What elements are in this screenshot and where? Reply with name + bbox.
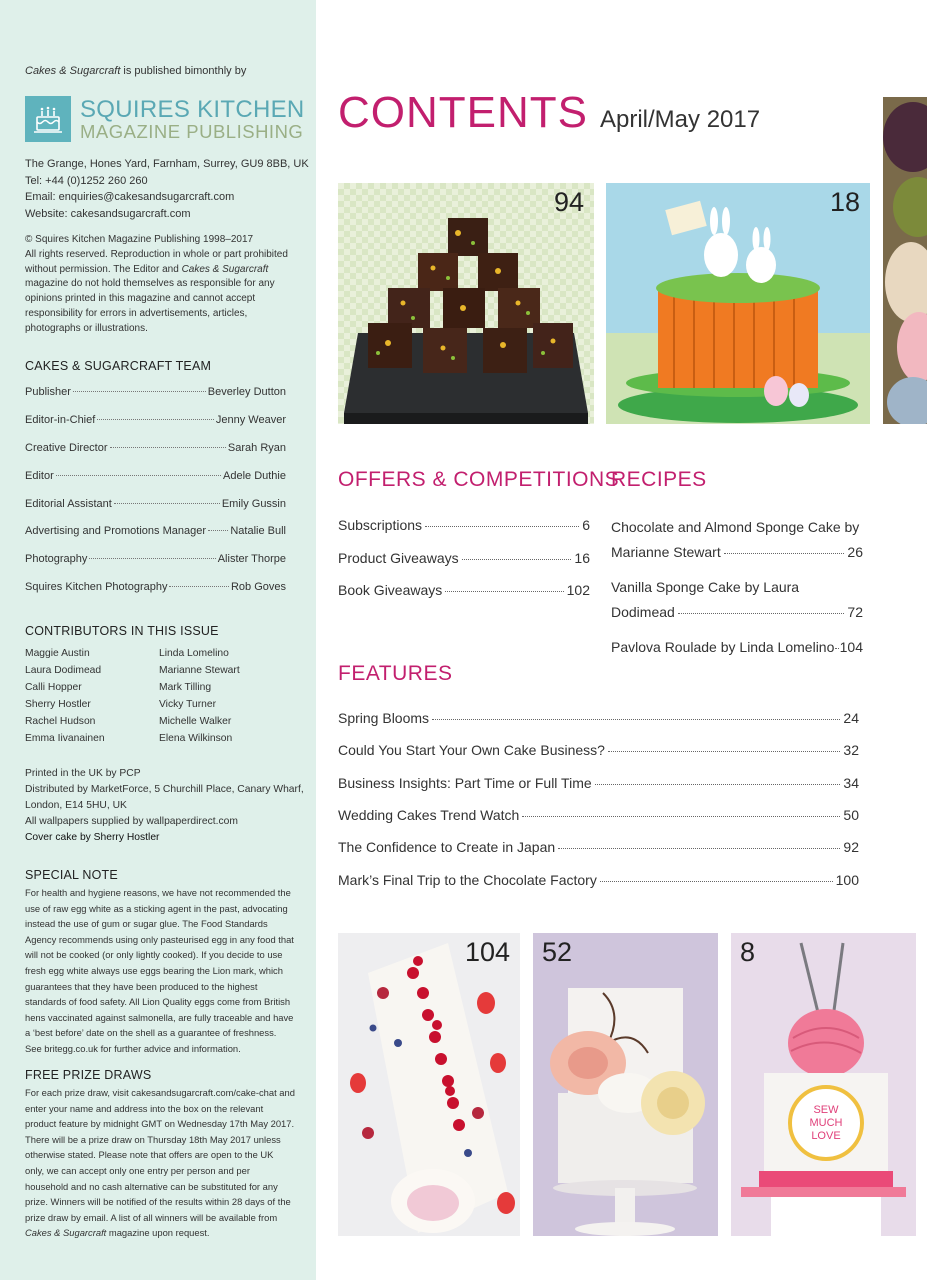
offers-heading: OFFERS & COMPETITIONS [338, 468, 620, 491]
address-block [25, 156, 309, 222]
contributor: Linda Lomelino [159, 648, 229, 659]
team-row: Editor-in-Chief Jenny Weaver [25, 413, 286, 426]
page-number-label: 8 [740, 937, 756, 967]
contributor: Marianne Stewart [159, 664, 240, 676]
toc-entry[interactable]: Spring Blooms 24 [338, 710, 859, 726]
address-line: The Grange, Hones Yard, Farnham, Surrey, GU9 8BB, UK [25, 158, 309, 170]
copyright-line: © Squires Kitchen Magazine Publishing 1998–2017 [25, 234, 254, 245]
team-row: Creative Director Sarah Ryan [25, 441, 286, 454]
logo-line-1: SQUIRES KITCHEN [80, 95, 305, 123]
photo-spring-blooms-edge [883, 97, 927, 424]
photo-chocolates [338, 183, 594, 424]
cake-icon [25, 96, 71, 142]
toc-entry[interactable]: Pavlova Roulade by Linda Lomelino 104 [611, 639, 863, 655]
website[interactable]: Website: cakesandsugarcraft.com [25, 207, 191, 220]
rights-text: All rights reserved. Reproduction in whole or part prohibited without permission. The Editor and Cakes & Sugarcraft magazine do not hold themselves as responsible for any opinions printed in this magazine and cannot accept responsibility for errors in advertisements, articles, photographs or illustrations. [25, 248, 288, 334]
page-number-label: 52 [542, 937, 573, 967]
contributors-heading: CONTRIBUTORS IN THIS ISSUE [25, 624, 219, 638]
publisher-logo [25, 96, 305, 142]
toc-entry[interactable]: Mark’s Final Trip to the Chocolate Factory 100 [338, 872, 859, 888]
copyright-block [25, 233, 305, 337]
photo-knitting-cake [731, 933, 916, 1236]
email[interactable]: Email: enquiries@cakesandsugarcraft.com [25, 191, 235, 203]
toc-entry[interactable]: Chocolate and Almond Sponge Cake by Marianne Stewart 26 [611, 519, 863, 560]
contributor: Elena Wilkinson [159, 732, 233, 744]
distributor-line: Distributed by MarketForce, 5 Churchill Place, Canary Wharf, London, E14 5HU, UK [25, 784, 304, 811]
team-row: Editorial Assistant Emily Gussin [25, 497, 286, 510]
team-row: Advertising and Promotions Manager Natalie Bull [25, 525, 286, 538]
team-row: Photography Alister Thorpe [25, 553, 286, 566]
special-note-text: For health and hygiene reasons, we have not recommended the use of raw egg white as a sticking agent in the past, advocating instead the use of gum or sugar glue. The Food Standards Agency recommends using only pasteurised egg in any food that will not be cooked (or only lightly cooked). If you decide to use fresh egg white always use eggs bearing the Lion mark, which guarantees that they have been produced to the highest standards of food safety. All Lion Quality eggs come from British hens vaccinated against salmonella, are fully traceable and have a ‘best before’ date on the shell as a guarantee of freshness. See britegg.co.uk for further advice and information. [25, 887, 294, 1054]
page-title: CONTENTS [338, 88, 588, 137]
printer-line: Printed in the UK by PCP [25, 768, 141, 779]
toc-entry[interactable]: Vanilla Sponge Cake by Laura Dodimead 72 [611, 579, 863, 620]
printing-info [25, 766, 305, 846]
toc-entry[interactable]: Wedding Cakes Trend Watch 50 [338, 807, 859, 823]
contents-title [338, 88, 760, 138]
magazine-name: Cakes & Sugarcraft [25, 65, 121, 77]
prize-draw-heading: FREE PRIZE DRAWS [25, 1068, 152, 1082]
contributor: Rachel Hudson [25, 715, 96, 727]
features-heading: FEATURES [338, 662, 453, 685]
contributor: Vicky Turner [159, 698, 217, 710]
page-number-label: 94 [553, 187, 584, 217]
toc-entry[interactable]: The Confidence to Create in Japan 92 [338, 839, 859, 855]
contributor: Michelle Walker [159, 715, 232, 727]
recipes-heading: RECIPES [611, 468, 707, 491]
toc-entry[interactable]: Subscriptions 6 [338, 517, 590, 533]
team-list [25, 385, 286, 608]
svg-text:MUCH: MUCH [809, 1117, 843, 1129]
contributor: Emma Iivanainen [25, 732, 105, 744]
photo-pavlova-roulade [338, 933, 520, 1236]
page-number-label: 18 [829, 187, 860, 217]
svg-text:LOVE: LOVE [811, 1130, 841, 1142]
special-note-heading: SPECIAL NOTE [25, 868, 118, 882]
team-row: Publisher Beverley Dutton [25, 386, 286, 398]
telephone: Tel: +44 (0)1252 260 260 [25, 174, 148, 187]
team-row: Editor Adele Duthie [25, 469, 286, 482]
toc-entry[interactable]: Could You Start Your Own Cake Business? 32 [338, 742, 859, 758]
contributor: Calli Hopper [25, 681, 82, 693]
contributors-list [25, 646, 285, 747]
page-number-label: 104 [464, 937, 510, 967]
contributor: Sherry Hostler [25, 698, 91, 710]
publisher-line-text: is published bimonthly by [120, 65, 247, 77]
prize-draw-text: For each prize draw, visit cakesandsugarcraft.com/cake-chat and enter your name and address into the box on the relevant product feature by midnight GMT on Wednesday 17th May 2017. There will be a prize draw on Thursday 18th May 2017 unless otherwise stated. Please note that offers are open to the UK only, we can accept only one entry per person and per household and no cash alternative can be substituted for any prize. Winners will be notified of the results within 28 days of the prize draw by email. A list of all winners will be available from Cakes & Sugarcraft magazine upon request. [25, 1087, 295, 1239]
toc-entry[interactable]: Product Giveaways 16 [338, 550, 590, 566]
photo-easter-carrot-cake [606, 183, 870, 424]
toc-entry[interactable]: Business Insights: Part Time or Full Time 34 [338, 775, 859, 791]
issue-date: April/May 2017 [600, 106, 761, 133]
toc-entry[interactable]: Book Giveaways 102 [338, 582, 590, 598]
photo-wedding-cake [533, 933, 718, 1236]
wallpaper-line: All wallpapers supplied by wallpaperdirect.com [25, 816, 238, 827]
team-heading: CAKES & SUGARCRAFT TEAM [25, 359, 212, 373]
cover-credit: Cover cake by Sherry Hostler [25, 832, 160, 843]
svg-text:SEW: SEW [813, 1104, 839, 1116]
contributor: Maggie Austin [25, 648, 90, 659]
sidebar [0, 0, 316, 1280]
contributor: Mark Tilling [159, 681, 212, 693]
contributor: Laura Dodimead [25, 664, 102, 676]
publisher-line [25, 64, 246, 80]
logo-line-2: MAGAZINE PUBLISHING [80, 120, 304, 142]
team-row: Squires Kitchen Photography Rob Goves [25, 581, 286, 594]
